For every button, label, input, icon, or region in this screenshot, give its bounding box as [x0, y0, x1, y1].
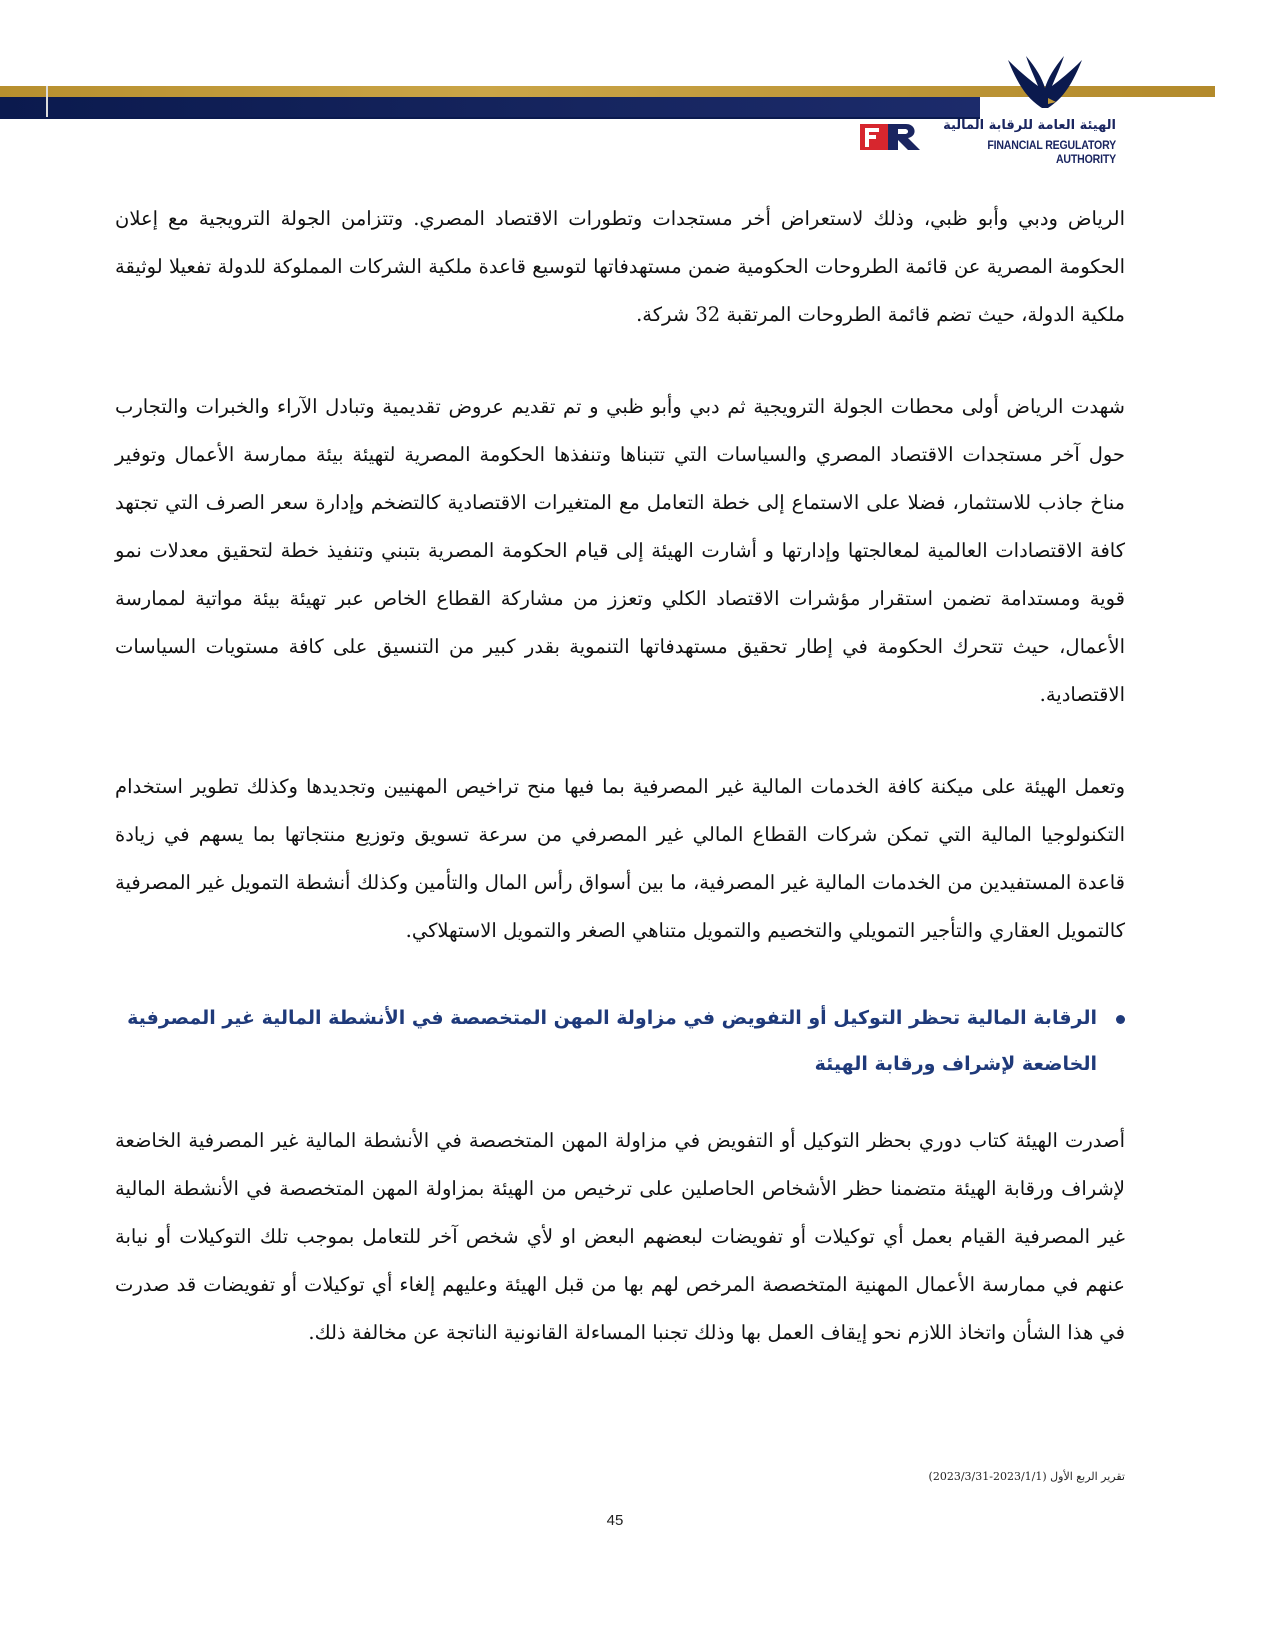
page-body: [115, 195, 1125, 1357]
org-name-arabic: الهيئة العامة للرقابة المالية: [943, 118, 1116, 133]
section-heading-text: الرقابة المالية تحظر التوكيل أو التفويض في مزاولة المهن المتخصصة في الأنشطة المالية غير المصرفية الخاضعة لإشراف ورقابة الهيئة: [127, 1007, 1097, 1075]
fra-monogram-icon: [860, 122, 922, 152]
org-name-english: FINANCIAL REGULATORY AUTHORITY: [987, 138, 1116, 166]
paragraph-2: شهدت الرياض أولى محطات الجولة الترويجية ثم دبي وأبو ظبي و تم تقديم عروض تقديمية وتبادل الآراء والخبرات والتجارب حول آخر مستجدات الاقتصاد المصري والسياسات التي تتبناها وتنفذها الحكومة المصرية لتهيئة بيئة ممارسة الأعمال وتوفير مناخ جاذب للاستثمار، فضلا على الاستماع إلى خطة التعامل مع المتغيرات الاقتصادية كالتضخم وإدارة سعر الصرف التي تجتهد كافة الاقتصادات العالمية لمعالجتها وإدارتها و أشارت الهيئة إلى قيام الحكومة المصرية بتبني وتنفيذ خطة لتحقيق معدلات نمو قوية ومستدامة تضمن استقرار مؤشرات الاقتصاد الكلي وتعزز من مشاركة القطاع الخاص عبر تهيئة بيئة مواتية لممارسة الأعمال، حيث تتحرك الحكومة في إطار تحقيق مستهدفاتها التنموية بقدر كبير من التنسيق على كافة مستويات السياسات الاقتصادية.: [115, 395, 1125, 706]
header-band-divider: [46, 86, 48, 117]
eagle-icon: [990, 50, 1095, 120]
bullet-icon: [1116, 1015, 1125, 1024]
page-number: 45: [606, 1512, 624, 1529]
fra-logo: [860, 50, 1120, 166]
header-band-line: [0, 117, 980, 119]
report-reference: تقرير الربع الأول (2023/1/1-2023/3/31): [928, 1470, 1125, 1483]
paragraph-1: الرياض ودبي وأبو ظبي، وذلك لاستعراض أخر مستجدات وتطورات الاقتصاد المصري. وتتزامن الجولة الترويجية مع إعلان الحكومة المصرية عن قائمة الطروحات الحكومية ضمن مستهدفاتها لتوسيع قاعدة ملكية الشركات المملوكة للدولة تفعيلا لوثيقة ملكية الدولة، حيث تضم قائمة الطروحات المرتقبة 32 شركة.: [115, 207, 1125, 326]
paragraph-4: أصدرت الهيئة كتاب دوري بحظر التوكيل أو التفويض في مزاولة المهن المتخصصة في الأنشطة المالية غير المصرفية الخاضعة لإشراف ورقابة الهيئة متضمنا حظر الأشخاص الحاصلين على ترخيص من الهيئة بمزاولة المهن المتخصصة في الأنشطة المالية غير المصرفية القيام بعمل أي توكيلات أو تفويضات لبعضهم البعض او لأي شخص آخر للتعامل بموجب تلك التوكيلات أو نيابة عنهم في ممارسة الأعمال المهنية المتخصصة المرخص لهم بها من قبل الهيئة وعليهم إلغاء أي توكيلات أو تفويضات قد صدرت في هذا الشأن واتخاذ اللازم نحو إيقاف العمل بها وذلك تجنبا المساءلة القانونية الناتجة عن مخالفة ذلك.: [115, 1129, 1125, 1344]
header-band-navy: [0, 97, 980, 117]
paragraph-3: وتعمل الهيئة على ميكنة كافة الخدمات المالية غير المصرفية بما فيها منح تراخيص المهنيين وتجديدها وكذلك تطوير استخدام التكنولوجيا المالية التي تمكن شركات القطاع المالي غير المصرفي من سرعة تسويق وتوزيع منتجاتها بما يسهم في زيادة قاعدة المستفيدين من الخدمات المالية غير المصرفية، ما بين أسواق رأس المال والتأمين وكذلك أنشطة التمويل غير المصرفية كالتمويل العقاري والتأجير التمويلي والتخصيم والتمويل متناهي الصغر والتمويل الاستهلاكي.: [115, 775, 1125, 942]
section-heading: [115, 995, 1125, 1087]
